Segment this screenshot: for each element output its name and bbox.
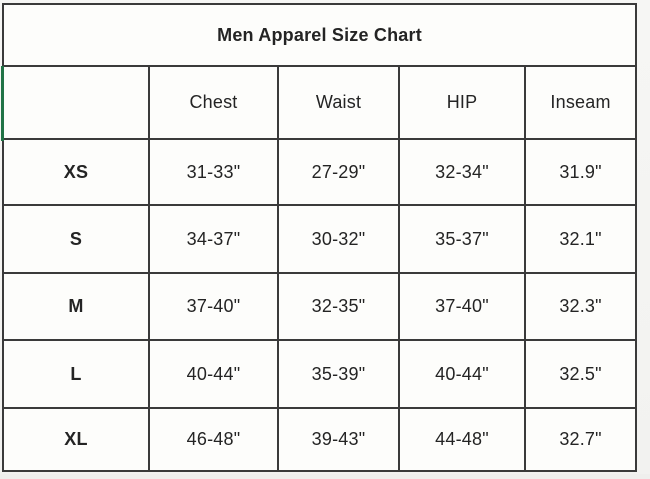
size-label: XL [3,408,149,471]
inseam-value: 32.3" [525,273,636,340]
size-label: S [3,205,149,273]
column-header-waist: Waist [278,66,399,139]
column-header-chest: Chest [149,66,278,139]
hip-value: 32-34" [399,139,525,205]
hip-value: 44-48" [399,408,525,471]
hip-value: 35-37" [399,205,525,273]
table-row-s [3,205,636,273]
waist-value: 35-39" [278,340,399,408]
size-label: L [3,340,149,408]
hip-value: 40-44" [399,340,525,408]
column-header-hip: HIP [399,66,525,139]
waist-value: 32-35" [278,273,399,340]
table-row-l [3,340,636,408]
chest-value: 37-40" [149,273,278,340]
table-row-xs [3,139,636,205]
size-label: M [3,273,149,340]
table-row-xl [3,408,636,471]
waist-value: 30-32" [278,205,399,273]
inseam-value: 32.5" [525,340,636,408]
column-header-inseam: Inseam [525,66,636,139]
chest-value: 34-37" [149,205,278,273]
size-label: XS [3,139,149,205]
chest-value: 40-44" [149,340,278,408]
waist-value: 27-29" [278,139,399,205]
inseam-value: 32.7" [525,408,636,471]
column-header-blank [3,66,149,139]
waist-value: 39-43" [278,408,399,471]
header-row [3,66,636,139]
chest-value: 31-33" [149,139,278,205]
selection-accent-bar [1,66,4,141]
bottom-margin [0,474,650,479]
inseam-value: 31.9" [525,139,636,205]
chest-value: 46-48" [149,408,278,471]
table-row-m [3,273,636,340]
chart-title: Men Apparel Size Chart [3,4,636,66]
title-row [3,4,636,66]
size-chart-table [2,3,637,472]
inseam-value: 32.1" [525,205,636,273]
size-chart-sheet [2,3,635,472]
hip-value: 37-40" [399,273,525,340]
